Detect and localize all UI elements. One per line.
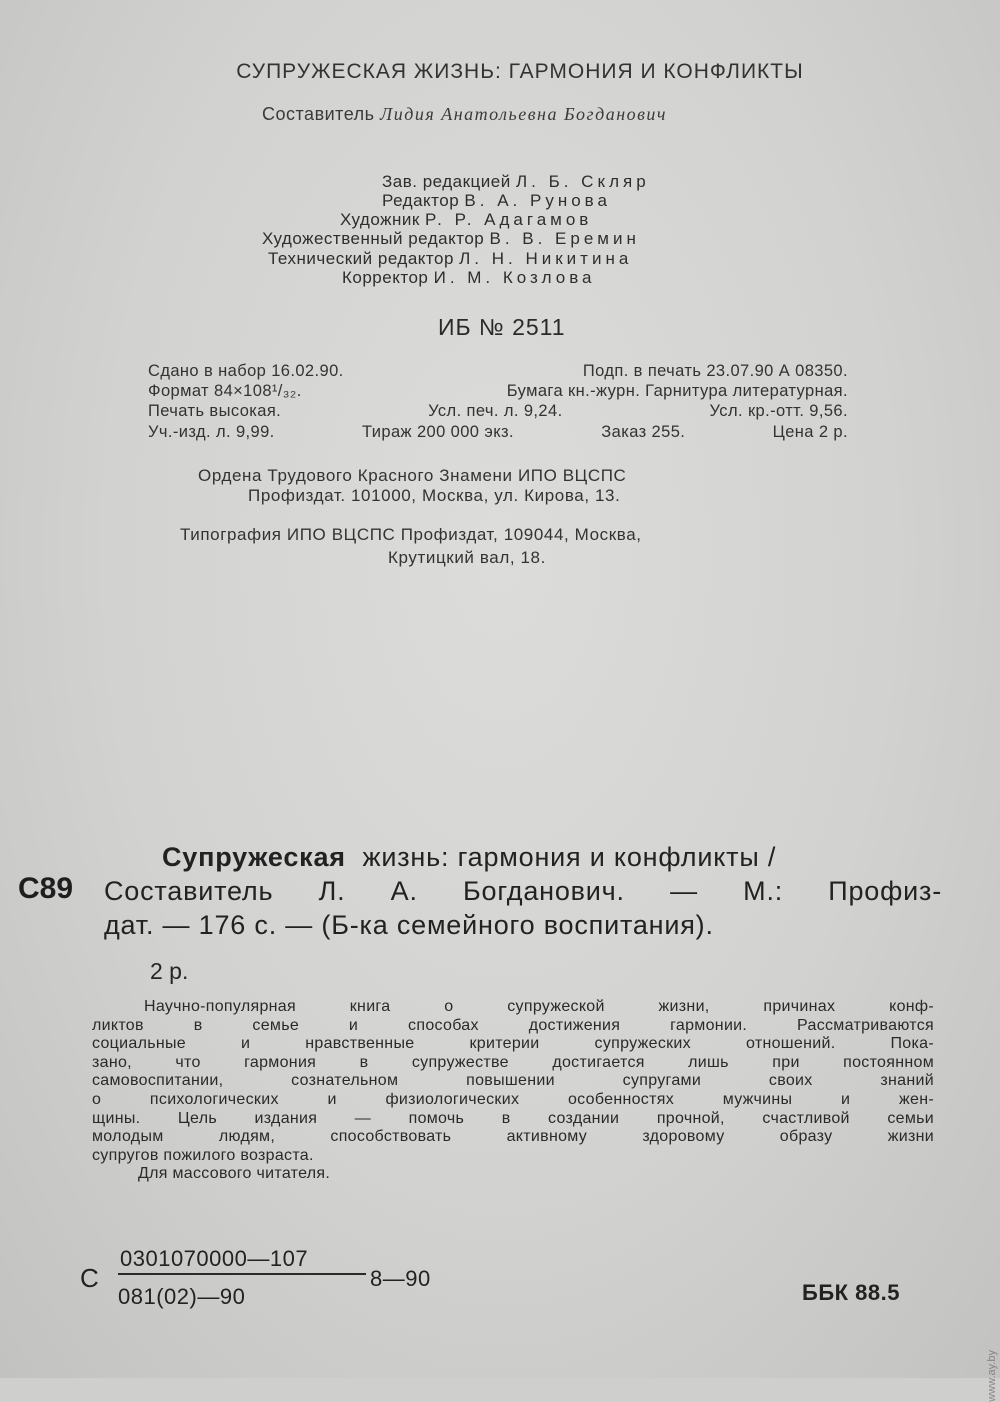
annotation-line: социальные и нравственные критерии супружеских отношений. Пока- (92, 1035, 934, 1053)
staff-line (382, 172, 650, 192)
staff-role: Корректор (342, 268, 429, 287)
catalog-line-2: Составитель Л. А. Богданович. — М.: Профиз- (104, 876, 942, 906)
staff-role: Редактор (382, 191, 460, 210)
catalog-price: 2 р. (150, 958, 189, 984)
annotation-line: зано, что гармония в супружестве достигается лишь при постоянном (92, 1053, 934, 1071)
imprint-item: Подп. в печать 23.07.90 А 08350. (582, 362, 848, 380)
staff-line (342, 268, 596, 288)
ib-number: ИБ № 2511 (438, 314, 566, 340)
compiler-label: Составитель (262, 104, 375, 124)
annotation-line: щины. Цель издания — помочь в создании прочной, счастливой семьи (92, 1109, 934, 1127)
imprint-line (148, 402, 848, 421)
annotation-line: супругов пожилого возраста. (92, 1146, 314, 1164)
staff-line (382, 191, 611, 211)
catalog-line-1 (162, 842, 776, 873)
staff-name: Р. Р. Адагамов (425, 210, 593, 229)
staff-role: Художник (340, 210, 420, 229)
imprint-item: Заказ 255. (601, 423, 686, 441)
imprint-item: Формат 84×108¹/₃₂. (148, 382, 302, 400)
annotation-line: ликтов в семье и способах достижения гармонии. Рассматриваются (92, 1016, 934, 1034)
staff-line (340, 210, 592, 230)
annotation-line: о психологических и физиологических особенностях мужчины и жен- (92, 1090, 934, 1108)
catalog-code: С89 (18, 872, 74, 905)
imprint-item: Тираж 200 000 экз. (362, 423, 514, 441)
catalog-title-rest: жизнь: гармония и конфликты / (362, 842, 777, 872)
bottom-letter: С (80, 1263, 100, 1293)
printer-line: Типография ИПО ВЦСПС Профиздат, 109044, Москва, (180, 525, 642, 544)
staff-name: Л. Н. Никитина (459, 249, 633, 268)
compiler-name: Лидия Анатольевна Богданович (380, 104, 668, 124)
annotation-line: Научно-популярная книга о супружеской жизни, причинах конф- (144, 998, 934, 1015)
imprint-item: Бумага кн.-журн. Гарнитура литературная. (506, 382, 848, 400)
imprint-item: Уч.-изд. л. 9,99. (148, 423, 275, 441)
audience-note: Для массового читателя. (138, 1165, 331, 1183)
printer-address: Крутицкий вал, 18. (388, 548, 546, 567)
catalog-line-3: дат. — 176 с. — (Б-ка семейного воспитания). (104, 910, 714, 940)
staff-line (268, 249, 632, 269)
publisher-address: Профиздат. 101000, Москва, ул. Кирова, 13. (248, 486, 621, 505)
staff-role: Художественный редактор (262, 229, 485, 248)
compiler-line (262, 104, 667, 125)
imprint-item: Усл. кр.-отт. 9,56. (709, 402, 848, 420)
bottom-numerator: 0301070000—107 (120, 1246, 309, 1271)
imprint-item: Цена 2 р. (772, 423, 848, 441)
imprint-line (148, 423, 848, 442)
imprint-line (148, 382, 848, 401)
imprint-line (148, 362, 848, 381)
staff-role: Зав. редакцией (382, 172, 511, 191)
watermark: www.ay.by (986, 1350, 998, 1402)
imprint-item: Сдано в набор 16.02.90. (148, 362, 344, 380)
bottom-denominator: 081(02)—90 (118, 1284, 246, 1309)
staff-name: В. А. Рунова (464, 191, 611, 210)
fraction-rule (118, 1273, 366, 1275)
bbk-code: ББК 88.5 (802, 1280, 900, 1305)
annotation-line: самовоспитании, сознательном повышении супругами своих знаний (92, 1072, 934, 1090)
staff-name: Л. Б. Скляр (515, 172, 650, 191)
publisher-line: Ордена Трудового Красного Знамени ИПО ВЦСПС (198, 466, 627, 485)
imprint-item: Печать высокая. (148, 402, 282, 420)
staff-role: Технический редактор (268, 249, 454, 268)
staff-name: В. В. Еремин (489, 229, 640, 248)
staff-name: И. М. Козлова (433, 268, 596, 287)
annotation-line: молодым людям, способствовать активному здоровому образу жизни (92, 1128, 934, 1146)
imprint-item: Усл. печ. л. 9,24. (428, 402, 563, 420)
bottom-suffix: 8—90 (370, 1266, 431, 1291)
catalog-title-bold: Супружеская (162, 842, 346, 872)
book-title: СУПРУЖЕСКАЯ ЖИЗНЬ: ГАРМОНИЯ И КОНФЛИКТЫ (236, 60, 804, 83)
annotation (92, 998, 934, 1184)
staff-line (262, 229, 640, 249)
